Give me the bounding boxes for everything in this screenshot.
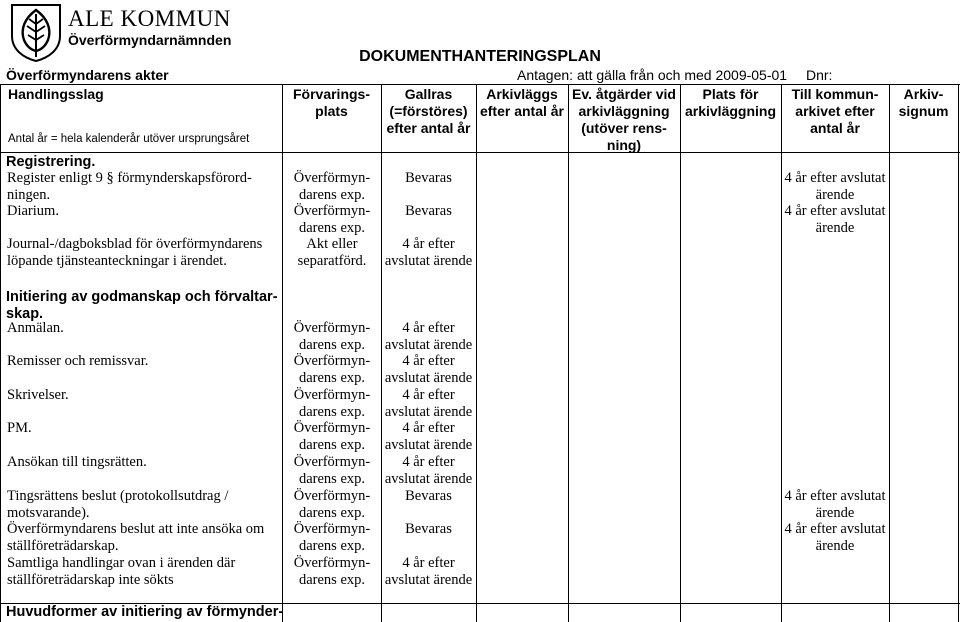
column-header-archived: Arkivläggs efter antal år [479,86,565,119]
row-document-name: Samtliga handlingar ovan i ärenden där ställföreträdarskap inte sökts [7,555,236,588]
row-disposal: 4 år efter avslutat ärende [384,420,473,453]
column-header-measures: Ev. åtgärder vid arkivläggning (utöver rens- ning) [571,86,676,153]
row-municipal-archive: 4 år efter avslutat ärende [784,521,886,554]
row-disposal: Bevaras [405,170,452,186]
row-document-name: Remisser och remissvar. [7,353,149,369]
section-title-registration: Registrering. [6,154,96,170]
row-document-name: PM. [7,420,32,436]
file-type-label: Överförmyndarens akter [6,67,169,83]
row-storage: Överförmyn- darens exp. [293,488,371,521]
row-storage: Överförmyn- darens exp. [293,170,371,203]
adopted-date: Antagen: att gälla från och med 2009-05-01 [517,67,788,83]
row-document-name: Journal-/dagboksblad för överförmyndarens löpande tjänsteanteckningar i ärendet. [7,236,263,269]
row-document-name: Diarium. [7,203,59,219]
row-document-name: Skrivelser. [7,387,69,403]
column-header-storage: Förvarings- plats [292,86,370,119]
column-header-location: Plats för arkivläggning [684,86,777,119]
row-disposal: 4 år efter avslutat ärende [384,320,473,353]
row-disposal: Bevaras [405,488,452,504]
row-document-name: Anmälan. [7,320,64,336]
row-storage: Överförmyn- darens exp. [293,203,371,236]
column-header-note: Antal år = hela kalenderår utöver ursprungsåret [8,133,250,145]
row-storage: Överförmyn- darens exp. [293,387,371,420]
row-disposal: Bevaras [405,521,452,537]
row-disposal: 4 år efter avslutat ärende [384,236,473,269]
row-document-name: Register enligt 9 § förmynderskapsförord- ningen. [7,170,252,203]
row-municipal-archive: 4 år efter avslutat ärende [784,488,886,521]
column-header-disposal: Gallras (=förstöres) efter antal år [386,86,471,136]
registration-number-label: Dnr: [806,67,833,83]
row-disposal: 4 år efter avslutat ärende [384,387,473,420]
row-storage: Överförmyn- darens exp. [293,454,371,487]
row-disposal: 4 år efter avslutat ärende [384,353,473,386]
organization-name: ALE KOMMUN [68,6,231,31]
row-document-name: Ansökan till tingsrätten. [7,454,147,470]
row-storage: Överförmyn- darens exp. [293,555,371,588]
document-title: DOKUMENTHANTERINGSPLAN [359,48,601,65]
row-disposal: 4 år efter avslutat ärende [384,454,473,487]
column-header-signum: Arkiv- signum [898,86,949,119]
row-document-name: Överförmyndarens beslut att inte ansöka om ställföreträdarskap. [7,521,265,554]
column-header-municipal-archive: Till kommun- arkivet efter antal år [791,86,879,136]
row-municipal-archive: 4 år efter avslutat ärende [784,170,886,203]
organization-subtitle: Överförmyndarnämnden [68,32,232,48]
row-municipal-archive: 4 år efter avslutat ärende [784,203,886,236]
row-storage: Akt eller separatförd. [297,236,367,269]
row-document-name: Tingsrättens beslut (protokollsutdrag / motsvarande). [7,488,229,521]
row-storage: Överförmyn- darens exp. [293,320,371,353]
section-title-initiation: Initiering av godmanskap och förvaltar- skap. [6,289,278,322]
section-title-main-forms: Huvudformer av initiering av förmynder- [6,604,284,620]
row-disposal: 4 år efter avslutat ärende [384,555,473,588]
row-storage: Överförmyn- darens exp. [293,353,371,386]
row-storage: Överförmyn- darens exp. [293,420,371,453]
row-storage: Överförmyn- darens exp. [293,521,371,554]
row-disposal: Bevaras [405,203,452,219]
column-header-document-type: Handlingsslag [8,86,104,102]
